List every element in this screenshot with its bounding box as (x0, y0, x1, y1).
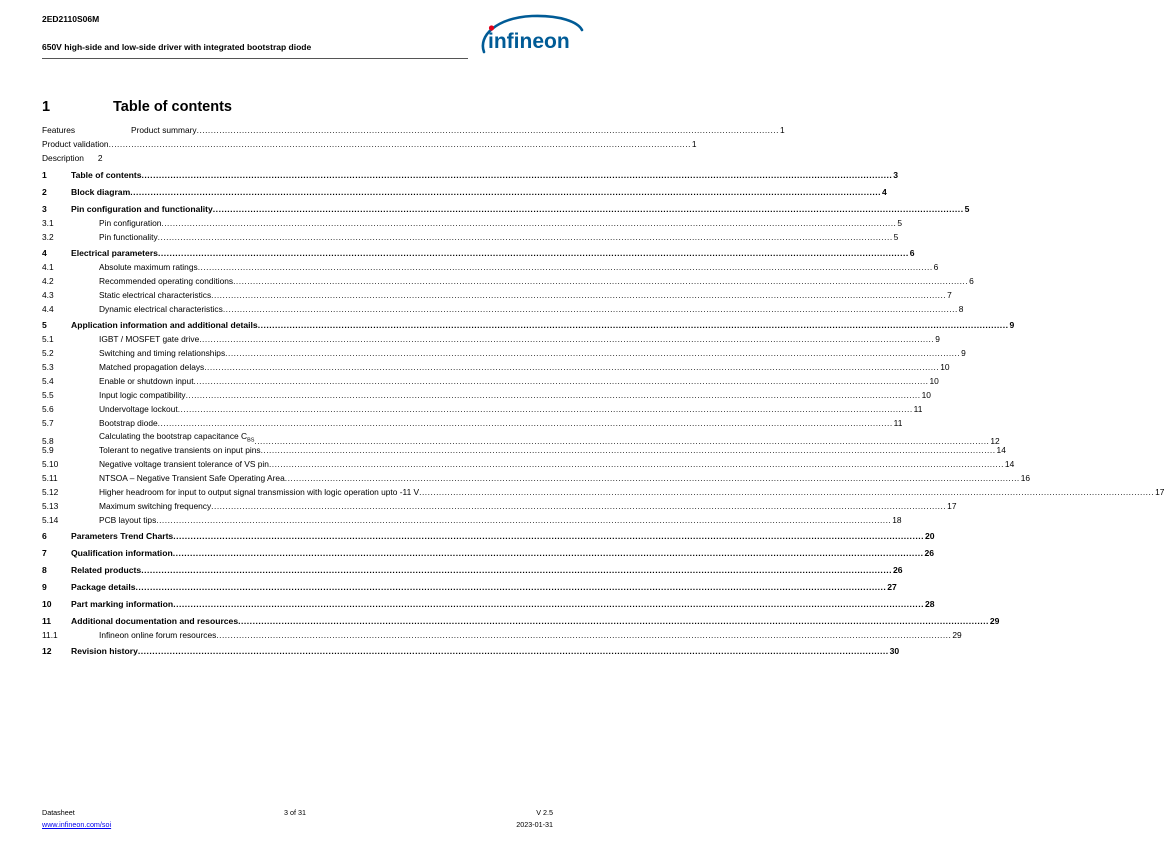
toc-label: Recommended operating conditions (99, 276, 234, 286)
toc-label: Features (42, 125, 76, 135)
toc-leader: .................................................................................................................................................................................................................................................................... (204, 362, 940, 372)
toc-page: 5 (897, 218, 903, 228)
toc-entry[interactable] (42, 390, 931, 401)
toc-label: Infineon online forum resources (99, 630, 217, 640)
toc-number: 5.1 (42, 334, 54, 344)
toc-number: 4 (42, 248, 47, 258)
toc-leader: .................................................................................................................................................................................................................................................................... (216, 630, 952, 640)
toc-entry[interactable] (42, 515, 902, 526)
toc-page: 6 (933, 262, 939, 272)
toc-page: 11 (893, 418, 903, 428)
toc-entry[interactable] (42, 565, 903, 576)
toc-leader: .................................................................................................................................................................................................................................................................... (211, 501, 947, 511)
toc-leader: .................................................................................................................................................................................................................................................................... (254, 435, 990, 446)
toc-leader: .................................................................................................................................................................................................................................................................... (419, 487, 1155, 497)
toc-label: Pin configuration (99, 218, 162, 228)
toc-entry[interactable] (42, 276, 974, 287)
toc-number: 3.1 (42, 218, 54, 228)
toc-entry[interactable] (42, 376, 939, 387)
toc-entry[interactable] (42, 248, 915, 259)
infineon-logo (474, 12, 586, 62)
toc-page: 10 (921, 390, 931, 400)
toc-leader: .................................................................................................................................................................................................................................................................... (161, 218, 897, 228)
toc-entry[interactable] (42, 187, 887, 198)
toc-leader: .................................................................................................................................................................................................................................................................... (135, 582, 887, 592)
toc-entry-description[interactable] (42, 153, 103, 164)
toc-number: 5.8 (42, 435, 54, 446)
toc-page: 7 (947, 290, 952, 300)
toc-label: Enable or shutdown input (99, 376, 194, 386)
toc-label: NTSOA – Negative Transient Safe Operating Area (99, 473, 285, 483)
footer-date: 2023-01-31 (516, 820, 553, 829)
toc-leader: .............................................................................................................................................................................................................. (108, 139, 691, 149)
toc-number: 5.5 (42, 390, 54, 400)
toc-leader: .................................................................................................................................................................................................................................................................... (197, 262, 933, 272)
toc-label: Dynamic electrical characteristics (99, 304, 223, 314)
toc-page: 2 (97, 153, 103, 163)
toc-label: Undervoltage lockout (99, 404, 178, 414)
toc-entry[interactable] (42, 232, 899, 243)
toc-leader: .................................................................................................................................................................................................................................................................... (156, 515, 892, 525)
toc-page: 26 (924, 548, 935, 558)
toc-number: 5.6 (42, 404, 54, 414)
toc-number: 10 (42, 599, 52, 609)
toc-entry[interactable] (42, 599, 935, 610)
toc-label: Part marking information (71, 599, 174, 609)
toc-label: Maximum switching frequency (99, 501, 212, 511)
toc-number: 4.4 (42, 304, 54, 314)
toc-entry[interactable] (42, 459, 1015, 470)
toc-leader: .................................................................................................................................................................................................................................................................... (238, 616, 989, 626)
toc-number: 5.4 (42, 376, 54, 386)
toc-leader: .................................................................................................................................................................................................................................................................... (193, 376, 929, 386)
toc-entry[interactable] (42, 290, 952, 301)
toc-page: 9 (935, 334, 940, 344)
toc-entry[interactable] (42, 487, 1164, 498)
toc-leader: .................................................................................................................................................................................................................................................................... (260, 445, 996, 455)
toc-page: 9 (961, 348, 966, 358)
toc-label: Related products (71, 565, 142, 575)
toc-page: 4 (882, 187, 887, 197)
toc-number: 5.9 (42, 445, 54, 455)
toc-page: 10 (929, 376, 939, 386)
toc-number: 3 (42, 204, 47, 214)
toc-leader: .................................................................................................................................................................................................................................................................... (157, 232, 893, 242)
toc-number: 5.7 (42, 418, 54, 428)
toc-leader: .................................................................................................................................................................................................................................................................... (185, 390, 921, 400)
toc-leader: .................................................................................................................................................................................................................................................................... (173, 531, 924, 541)
toc-leader: .................................................................................................................................................................................................................................................................... (157, 418, 893, 428)
toc-label: Matched propagation delays (99, 362, 205, 372)
toc-leader: .................................................................................................................................................................................................................................................................... (141, 565, 892, 575)
toc-label: Calculating the bootstrap capacitance C (99, 431, 248, 441)
footer-page-number: 3 of 31 (284, 808, 306, 817)
toc-label: Negative voltage transient tolerance of VS pin (99, 459, 269, 469)
toc-entry[interactable] (42, 418, 903, 429)
toc-label: Additional documentation and resources (71, 616, 239, 626)
toc-label: Pin configuration and functionality (71, 204, 213, 214)
toc-leader: .................................................................................................................................................................................................................................................................... (173, 599, 924, 609)
toc-page: 18 (892, 515, 902, 525)
toc-label: Package details (71, 582, 136, 592)
toc-entry[interactable] (42, 404, 923, 415)
toc-number: 6 (42, 531, 47, 541)
page-title (42, 99, 232, 115)
toc-page: 30 (889, 646, 900, 656)
toc-leader: .................................................................................................................................................................................................................................................................... (225, 348, 961, 358)
toc-entry-features[interactable] (42, 125, 785, 136)
toc-page: 1 (691, 139, 697, 149)
section-title: Table of contents (113, 99, 232, 115)
toc-label: Electrical parameters (71, 248, 158, 258)
toc-number: 11 (42, 616, 52, 626)
toc-number: 5.3 (42, 362, 54, 372)
toc-page: 29 (952, 630, 962, 640)
toc-leader: .................................................................................................................................................................................................................................................................... (157, 248, 909, 258)
toc-entry[interactable] (42, 616, 1000, 627)
toc-leader: .................................................................................................................................................................................................................................................................... (137, 646, 889, 656)
section-number: 1 (42, 99, 51, 115)
toc-number: 4.1 (42, 262, 54, 272)
toc-leader: .................................................................................................................................................................................................................................................................... (172, 548, 924, 558)
toc-label: PCB layout tips (99, 515, 157, 525)
toc-leader: .................................................................................................................................................................................................................................................................... (284, 473, 1020, 483)
toc-number: 2 (42, 187, 47, 197)
toc-entry[interactable] (42, 262, 939, 273)
toc-leader: .................................................................................................................................................................................................................................................................... (222, 304, 958, 314)
toc-number: 5.14 (42, 515, 59, 525)
toc-page: 8 (958, 304, 964, 314)
toc-page: 5 (964, 204, 970, 214)
toc-page: 17 (947, 501, 957, 511)
toc-page: 3 (893, 170, 899, 180)
toc-label: Pin functionality (99, 232, 158, 242)
toc-page: 10 (940, 362, 950, 372)
toc-entry[interactable] (42, 348, 966, 359)
toc-number: 4.3 (42, 290, 54, 300)
toc-label: Switching and timing relationships (99, 348, 226, 358)
toc-page: 20 (925, 531, 935, 541)
toc-leader: .................................................................................................................................................................................................................................................................... (177, 404, 913, 414)
toc-leader: .............................................................................................................................................................................................................. (196, 125, 779, 135)
toc-label: Product validation (42, 139, 109, 149)
toc-number: 5.13 (42, 501, 59, 511)
toc-leader: .................................................................................................................................................................................................................................................................... (233, 276, 969, 286)
toc-leader: .................................................................................................................................................................................................................................................................... (130, 187, 882, 197)
toc-number: 9 (42, 582, 47, 592)
toc-label-subscript: BS (247, 437, 255, 444)
toc-page: 6 (969, 276, 974, 286)
header-rule (42, 58, 468, 59)
toc-entry[interactable] (42, 204, 970, 215)
toc-label: Bootstrap diode (99, 418, 158, 428)
toc-entry[interactable] (42, 473, 1031, 484)
toc-entry[interactable] (42, 170, 899, 181)
toc-leader: .................................................................................................................................................................................................................................................................... (141, 170, 893, 180)
toc-leader: .................................................................................................................................................................................................................................................................... (257, 320, 1009, 330)
toc-number: 11.1 (42, 630, 58, 640)
toc-page: 27 (887, 582, 897, 592)
toc-page: 6 (909, 248, 915, 258)
toc-label: Higher headroom for input to output signal transmission with logic operation upto -11 V (99, 487, 420, 497)
toc-number: 12 (42, 646, 52, 656)
toc-label: Application information and additional details (71, 320, 258, 330)
toc-number: 5.11 (42, 473, 58, 483)
toc-number: 3.2 (42, 232, 54, 242)
toc-page: 12 (990, 435, 1000, 446)
toc-page: 14 (1004, 459, 1015, 469)
toc-label: Parameters Trend Charts (71, 531, 174, 541)
toc-number: 8 (42, 565, 47, 575)
toc-entry[interactable] (42, 582, 897, 593)
toc-label: IGBT / MOSFET gate drive (99, 334, 200, 344)
toc-leader: .................................................................................................................................................................................................................................................................... (268, 459, 1004, 469)
toc-entry-product-validation[interactable] (42, 139, 697, 150)
footer-doc-type: Datasheet (42, 808, 75, 817)
toc-number: 5.10 (42, 459, 59, 469)
toc-label: Static electrical characteristics (99, 290, 212, 300)
toc-entry[interactable] (42, 320, 1015, 331)
footer-version: V 2.5 (536, 808, 553, 817)
toc-leader: .................................................................................................................................................................................................................................................................... (212, 204, 964, 214)
toc-entry[interactable] (42, 646, 900, 657)
toc-page: 9 (1009, 320, 1015, 330)
toc-page: 14 (996, 445, 1006, 455)
toc-page: 5 (893, 232, 899, 242)
logo-wordmark: infineon (488, 30, 570, 53)
header-title: 650V high-side and low-side driver with integrated bootstrap diode (42, 42, 312, 52)
toc-number: 5.2 (42, 348, 54, 358)
toc-label: Product summary (131, 125, 197, 135)
footer-url-link[interactable]: www.infineon.com/soi (42, 820, 112, 829)
toc-label: Description (42, 153, 84, 163)
toc-number: 7 (42, 548, 47, 558)
toc-entry[interactable] (42, 334, 940, 345)
toc-label: Qualification information (71, 548, 173, 558)
toc-label: Block diagram (71, 187, 131, 197)
toc-number: 1 (42, 170, 47, 180)
toc-page: 29 (989, 616, 1000, 626)
toc-entry[interactable] (42, 548, 935, 559)
toc-entry[interactable] (42, 531, 935, 542)
toc-label: Input logic compatibility (99, 390, 186, 400)
toc-entry[interactable] (42, 501, 957, 512)
toc-page: 17 (1155, 487, 1164, 497)
toc-label: Tolerant to negative transients on input pins (99, 445, 261, 455)
toc-page: 26 (892, 565, 903, 575)
toc-number: 5 (42, 320, 47, 330)
toc-entry[interactable] (42, 304, 964, 315)
header-part-number: 2ED2110S06M (42, 14, 100, 24)
toc-page: 1 (779, 125, 785, 135)
toc-number: 4.2 (42, 276, 54, 286)
toc-entry[interactable] (42, 218, 903, 229)
toc-entry[interactable] (42, 630, 962, 641)
toc-leader: .................................................................................................................................................................................................................................................................... (211, 290, 947, 300)
toc-label: Revision history (71, 646, 138, 656)
toc-leader: .................................................................................................................................................................................................................................................................... (199, 334, 935, 344)
toc-page: 28 (924, 599, 935, 609)
toc-page: 16 (1020, 473, 1031, 483)
toc-number: 5.12 (42, 487, 59, 497)
toc-label: Absolute maximum ratings (99, 262, 198, 272)
toc-entry[interactable] (42, 362, 950, 373)
toc-entry[interactable] (42, 445, 1006, 456)
toc-label: Table of contents (71, 170, 142, 180)
toc-page: 11 (913, 404, 923, 414)
